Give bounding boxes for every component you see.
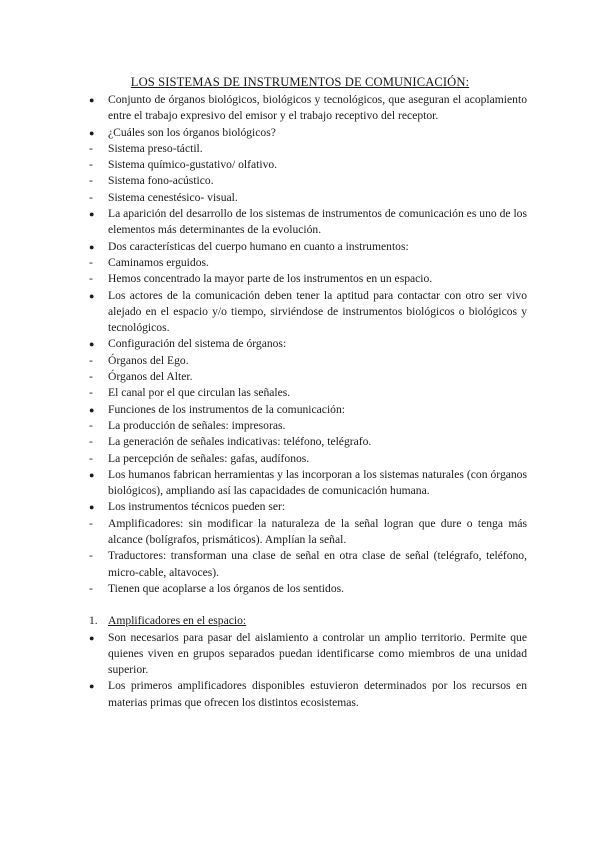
bullet-item: [89, 92, 527, 125]
bullet-item: [89, 288, 527, 337]
dash-marker: -: [89, 190, 93, 204]
item-text: Conjunto de órganos biológicos, biológicos y tecnológicos, que aseguran el acoplamiento entre el trabajo expresivo del emisor y el trabajo receptivo del receptor.: [108, 93, 527, 123]
bullet-item: [89, 630, 527, 679]
dash-item: [89, 271, 527, 287]
section-heading-text: Amplificadores en el espacio:: [108, 614, 247, 628]
dash-item: [89, 581, 527, 597]
item-text: Órganos del Alter.: [108, 370, 193, 384]
bullet-item: [89, 678, 527, 711]
item-text: Sistema químico-gustativo/ olfativo.: [108, 158, 278, 172]
dash-marker: -: [89, 353, 93, 367]
dash-marker: -: [89, 272, 93, 286]
bullet-icon: ●: [89, 469, 95, 480]
dash-item: [89, 190, 527, 206]
item-text: Sistema fono-acústico.: [108, 174, 214, 188]
bullet-icon: ●: [89, 127, 95, 138]
dash-marker: -: [89, 549, 93, 563]
item-text: ¿Cuáles son los órganos biológicos?: [108, 125, 276, 139]
dash-item: [89, 173, 527, 189]
bullet-item: [89, 206, 527, 239]
item-text: Sistema cenestésico- visual.: [108, 190, 238, 204]
item-text: Dos características del cuerpo humano en cuanto a instrumentos:: [108, 239, 409, 253]
document-title: LOS SISTEMAS DE INSTRUMENTOS DE COMUNICACIÓN:: [130, 75, 470, 89]
dash-marker: -: [89, 370, 93, 384]
dash-item: [89, 157, 527, 173]
dash-marker: -: [89, 418, 93, 432]
dash-marker: -: [89, 386, 93, 400]
section-number: 1.: [89, 614, 98, 628]
bullet-icon: ●: [89, 290, 95, 301]
bullet-icon: ●: [89, 241, 95, 252]
section-list: [89, 630, 527, 711]
item-text: Los primeros amplificadores disponibles estuvieron determinados por los recursos en materias primas que ofrecen los distintos ecosistemas.: [108, 679, 527, 709]
item-text: La percepción de señales: gafas, audífonos.: [108, 451, 310, 465]
bullet-icon: ●: [89, 209, 95, 220]
dash-marker: -: [89, 516, 93, 530]
dash-marker: -: [89, 451, 93, 465]
bullet-item: [89, 125, 527, 141]
bullet-icon: ●: [89, 632, 95, 643]
dash-item: [89, 418, 527, 434]
item-text: Son necesarios para pasar del aislamiento a controlar un amplio territorio. Permite que quienes viven en grupos separados puedan identificarse como miembros de una unidad superior.: [108, 630, 527, 677]
item-text: La producción de señales: impresoras.: [108, 418, 286, 432]
main-list: [89, 92, 527, 597]
dash-item: [89, 451, 527, 467]
document-body: [89, 92, 527, 711]
item-text: La generación de señales indicativas: teléfono, telégrafo.: [108, 435, 372, 449]
dash-marker: -: [89, 255, 93, 269]
item-text: Tienen que acoplarse a los órganos de los sentidos.: [108, 581, 345, 595]
bullet-icon: ●: [89, 681, 95, 692]
dash-item: [89, 548, 527, 581]
dash-item: [89, 255, 527, 271]
bullet-item: [89, 336, 527, 352]
bullet-icon: ●: [89, 339, 95, 350]
item-text: El canal por el que circulan las señales.: [108, 386, 291, 400]
dash-item: [89, 369, 527, 385]
bullet-item: [89, 467, 527, 500]
dash-item: [89, 141, 527, 157]
item-text: La aparición del desarrollo de los sistemas de instrumentos de comunicación es uno de los elementos más determinantes de la evolución.: [108, 207, 527, 237]
item-text: Sistema preso-táctil.: [108, 141, 203, 155]
bullet-icon: ●: [89, 502, 95, 513]
dash-marker: -: [89, 158, 93, 172]
dash-marker: -: [89, 174, 93, 188]
bullet-icon: ●: [89, 95, 95, 105]
item-text: Caminamos erguidos.: [108, 255, 209, 269]
dash-marker: -: [89, 141, 93, 155]
item-text: Configuración del sistema de órganos:: [108, 337, 287, 351]
item-text: Órganos del Ego.: [108, 353, 189, 367]
dash-marker: -: [89, 581, 93, 595]
dash-marker: -: [89, 435, 93, 449]
bullet-item: [89, 402, 527, 418]
bullet-icon: ●: [89, 404, 95, 415]
item-text: Los humanos fabrican herramientas y las incorporan a los sistemas naturales (con órganos biológicos), ampliando así las capacidades de comunicación humana.: [108, 467, 527, 498]
dash-item: [89, 385, 527, 401]
bullet-item: [89, 239, 527, 255]
item-text: Los actores de la comunicación deben tener la aptitud para contactar con otro ser vivo alejado en el espacio y/o tiempo, sirviéndose de instrumentos biológicos o biológicos y tecnológicos.: [108, 288, 527, 335]
dash-item: [89, 353, 527, 369]
item-text: Amplificadores: sin modificar la naturaleza de la señal logran que dure o tenga más alcance (bolígrafos, prismáticos). Amplían la señal.: [108, 516, 527, 547]
item-text: Funciones de los instrumentos de la comunicación:: [108, 402, 345, 416]
item-text: Traductores: transforman una clase de señal en otra clase de señal (telégrafo, teléfono, micro-cable, altavoces).: [108, 549, 527, 579]
bullet-item: [89, 499, 527, 515]
dash-item: [89, 434, 527, 450]
dash-item: [89, 516, 527, 549]
item-text: Hemos concentrado la mayor parte de los instrumentos en un espacio.: [108, 272, 433, 286]
item-text: Los instrumentos técnicos pueden ser:: [108, 500, 286, 514]
section-heading: [89, 613, 527, 629]
